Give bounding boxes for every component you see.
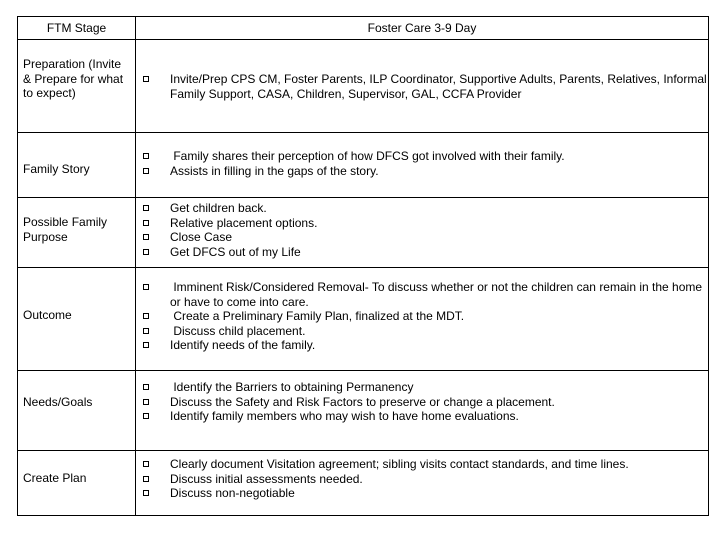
stage-label: Possible Family Purpose bbox=[23, 215, 108, 244]
row-divider bbox=[18, 39, 708, 40]
stage-items bbox=[142, 380, 707, 424]
stage-label: Create Plan bbox=[23, 471, 87, 485]
checkbox-bullet-icon bbox=[142, 72, 170, 101]
list-item: Assists in filling in the gaps of the story. bbox=[142, 164, 707, 179]
list-item: Identify family members who may wish to have home evaluations. bbox=[142, 409, 707, 424]
list-item: Discuss initial assessments needed. bbox=[142, 472, 707, 487]
row-divider bbox=[18, 370, 708, 371]
stage-items bbox=[142, 149, 707, 178]
list-item: Discuss the Safety and Risk Factors to preserve or change a placement. bbox=[142, 395, 707, 410]
header-ftm-stage: FTM Stage bbox=[46, 21, 107, 35]
list-item: Identify the Barriers to obtaining Permanency bbox=[142, 380, 707, 395]
checkbox-bullet-icon bbox=[142, 201, 170, 216]
checkbox-bullet-icon bbox=[142, 245, 170, 260]
column-divider bbox=[135, 17, 136, 515]
list-item: Discuss non-negotiable bbox=[142, 486, 707, 501]
stage-label: Preparation (Invite & Prepare for what to expect) bbox=[23, 57, 124, 100]
list-item: Identify needs of the family. bbox=[142, 338, 707, 353]
row-divider bbox=[18, 267, 708, 268]
ftm-table bbox=[17, 16, 709, 516]
checkbox-bullet-icon bbox=[142, 164, 170, 179]
stage-items bbox=[142, 280, 707, 353]
stage-items bbox=[142, 201, 707, 259]
list-item: Close Case bbox=[142, 230, 707, 245]
list-item: Discuss child placement. bbox=[142, 324, 707, 339]
header-foster-care: Foster Care 3-9 Day bbox=[367, 21, 477, 35]
stage-label: Needs/Goals bbox=[23, 395, 93, 409]
checkbox-bullet-icon bbox=[142, 230, 170, 245]
checkbox-bullet-icon bbox=[142, 486, 170, 501]
row-divider bbox=[18, 132, 708, 133]
checkbox-bullet-icon bbox=[142, 338, 170, 353]
checkbox-bullet-icon bbox=[142, 309, 170, 324]
list-item: Get children back. bbox=[142, 201, 707, 216]
stage-items bbox=[142, 457, 707, 501]
checkbox-bullet-icon bbox=[142, 409, 170, 424]
checkbox-bullet-icon bbox=[142, 324, 170, 339]
list-item: Relative placement options. bbox=[142, 216, 707, 231]
checkbox-bullet-icon bbox=[142, 457, 170, 472]
list-item: Create a Preliminary Family Plan, finalized at the MDT. bbox=[142, 309, 707, 324]
checkbox-bullet-icon bbox=[142, 380, 170, 395]
list-item: Clearly document Visitation agreement; sibling visits contact standards, and time lines. bbox=[142, 457, 707, 472]
list-item: Imminent Risk/Considered Removal- To discuss whether or not the children can remain in the home or have to come into care. bbox=[142, 280, 707, 309]
stage-label: Family Story bbox=[23, 162, 90, 176]
checkbox-bullet-icon bbox=[142, 472, 170, 487]
checkbox-bullet-icon bbox=[142, 280, 170, 309]
stage-items bbox=[142, 72, 711, 101]
stage-label: Outcome bbox=[23, 308, 72, 322]
list-item: Get DFCS out of my Life bbox=[142, 245, 707, 260]
row-divider bbox=[18, 197, 708, 198]
row-divider bbox=[18, 450, 708, 451]
checkbox-bullet-icon bbox=[142, 149, 170, 164]
checkbox-bullet-icon bbox=[142, 216, 170, 231]
list-item: Family shares their perception of how DFCS got involved with their family. bbox=[142, 149, 707, 164]
checkbox-bullet-icon bbox=[142, 395, 170, 410]
list-item: Invite/Prep CPS CM, Foster Parents, ILP Coordinator, Supportive Adults, Parents, Relatives, Informal Family Support, CASA, Children, Supervisor, GAL, CCFA Provider bbox=[142, 72, 707, 101]
